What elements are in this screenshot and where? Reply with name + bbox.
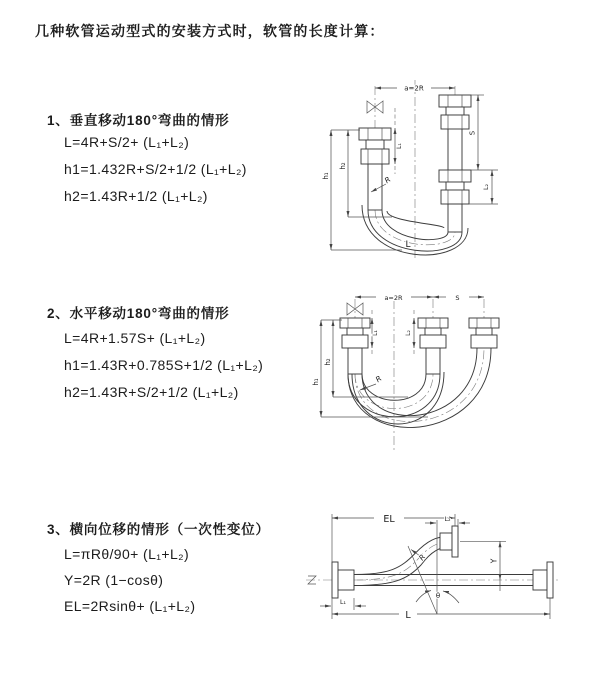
fitting-right (469, 318, 499, 348)
fitting-right-upper (439, 95, 471, 129)
radius-callout (411, 550, 427, 563)
fitting-middle (418, 318, 448, 374)
section-3-formula-L: L=πRθ/90+ (L₁+L₂) (64, 546, 190, 562)
dim-l1 (372, 310, 379, 356)
section-1-formula-h2: h2=1.43R+1/2 (L₁+L₂) (64, 188, 208, 204)
section-2-formula-h2: h2=1.43R+S/2+1/2 (L₁+L₂) (64, 384, 239, 400)
dim-s (433, 294, 484, 302)
dim-label-l: L (405, 609, 411, 621)
dim-l1 (320, 598, 366, 610)
dim-l2 (425, 516, 470, 614)
dim-label-a2r: a=2R (404, 84, 424, 93)
section-3-formula-Y: Y=2R (1−cosθ) (64, 572, 164, 588)
section-3-formula-EL: EL=2Rsinθ+ (L₁+L₂) (64, 598, 196, 614)
section-1-formula-L: L=4R+S/2+ (L₁+L₂) (64, 134, 190, 150)
braided-hose-section (426, 348, 440, 374)
section-2-heading: 2、水平移动180°弯曲的情形 (47, 306, 230, 321)
section-1-formula-h1: h1=1.432R+S/2+1/2 (L₁+L₂) (64, 161, 247, 177)
flange-right (533, 562, 553, 598)
diagram-lateral-displacement (300, 500, 580, 648)
dim-h1 (322, 130, 402, 250)
dim-label-l: L (405, 240, 411, 250)
dim-label-s: S (468, 130, 477, 136)
dim-y (460, 541, 506, 591)
section-3-heading: 3、横向位移的情形（一次性变位） (47, 522, 270, 537)
section-2-formula-L: L=4R+1.57S+ (L₁+L₂) (64, 330, 206, 346)
dim-label-l2: L₂ (405, 330, 412, 336)
diagram-vertical-180-bend (310, 75, 570, 265)
dim-l2 (469, 170, 498, 204)
dim-label-r: R (373, 373, 384, 385)
dim-label-l1: L₁ (372, 330, 379, 336)
section-2-formula-h1: h1=1.43R+0.785S+1/2 (L₁+L₂) (64, 357, 264, 373)
dim-l1 (395, 108, 403, 174)
dim-l (332, 598, 550, 621)
fitting-right-lower (439, 170, 471, 232)
flange-upper (440, 526, 458, 557)
dim-label-y: Y (489, 558, 499, 564)
fitting-left (340, 318, 370, 374)
dim-label-el: EL (383, 513, 395, 525)
dim-label-h1: h₁ (312, 378, 320, 386)
dim-label-a2r: a=2R (384, 293, 403, 302)
dim-label-l2: L₂ (483, 184, 490, 190)
dim-label-l2: L₂ (444, 515, 451, 523)
dim-label-s: S (455, 293, 460, 302)
section-1-heading: 1、垂直移动180°弯曲的情形 (47, 113, 230, 128)
braided-hose-section (448, 204, 462, 232)
dim-label-h2: h₂ (339, 162, 347, 170)
flange-left (332, 562, 354, 598)
dim-h2 (324, 320, 408, 397)
dim-label-h1: h₁ (322, 172, 330, 180)
dim-label-l1: L₁ (396, 143, 403, 149)
fitting-left (359, 128, 391, 210)
dim-l2 (405, 310, 414, 356)
dim-label-r: R (382, 174, 393, 186)
dim-s (469, 95, 499, 170)
diagram-horizontal-180-bend (308, 280, 574, 460)
dim-a2r (355, 294, 433, 302)
page-title: 几种软管运动型式的安装方式时，软管的长度计算： (35, 23, 385, 39)
hose-u-bend-far (348, 348, 491, 428)
braided-hose-section (348, 348, 362, 374)
dim-label-theta: θ (435, 592, 441, 600)
dim-label-r: R (416, 552, 428, 563)
dim-a2r (375, 85, 455, 93)
dim-label-h2: h₂ (324, 358, 332, 366)
dim-label-l1: L₁ (340, 598, 346, 606)
